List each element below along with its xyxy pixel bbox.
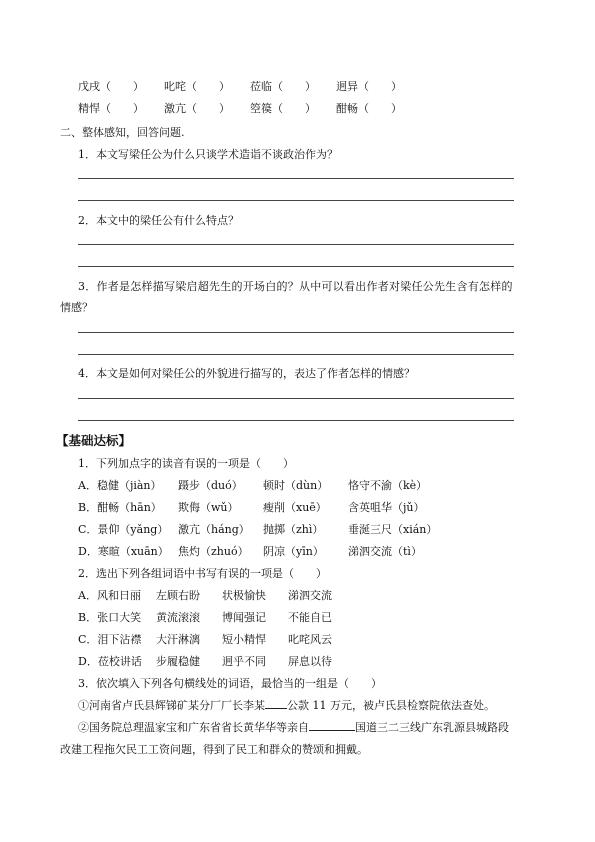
option-item: 状极愉快 [222,589,266,602]
pinyin-item: 叱咤（ ） [164,80,230,93]
option-item: 恪守不渝（kè） [348,479,428,492]
question-text: 1．本文写梁任公为什么只谈学术造诣不谈政治作为？ [78,148,338,161]
fill-blank[interactable] [309,719,355,731]
question-text: 3．作者是怎样描写梁启超先生的开场白的？从中可以看出作者对梁任公先生含有怎样的 [78,280,513,293]
option-item: 步履稳健 [156,655,200,668]
section-heading: 【基础达标】 [56,433,132,448]
sentence-2 [78,719,509,735]
option-item: 顿时（dùn） [263,479,329,492]
option-item: 垂涎三尺（xián） [348,523,438,536]
question-text: 2．本文中的梁任公有什么特点？ [78,214,239,227]
pinyin-item: 箜篌（ ） [250,102,316,115]
sentence-text: ②国务院总理温家宝和广东省省长黄华华等亲自 [78,721,309,734]
pinyin-row-1 [78,78,402,94]
option-item: 涕泗交流 [288,589,332,602]
answer-line[interactable] [78,200,514,201]
answer-line[interactable] [78,354,514,355]
option-item: B．张口大笑 [78,611,142,624]
answer-line[interactable] [78,332,514,333]
option-row [78,543,422,559]
option-item: D．寒暄（xuān） [78,545,169,558]
answer-line[interactable] [78,244,514,245]
question-text: 4．本文是如何对梁任公的外貌进行描写的，表达了作者怎样的情感？ [78,367,415,380]
option-item: B．酣畅（hān） [78,501,162,514]
option-item: 大汗淋漓 [156,633,200,646]
option-row [78,521,437,537]
option-row [78,653,332,669]
pinyin-row-2 [78,100,402,116]
option-item: 屏息以待 [288,655,332,668]
sentence-text: 公款 11 万元，被卢氏县检察院依法查处。 [287,699,495,712]
question-text: 1．下列加点字的读音有误的一项是（ ） [78,457,294,470]
sentence-text: 改建工程拖欠民工工资问题，得到了民工和群众的赞颂和拥戴。 [60,743,368,756]
option-row [78,587,332,603]
option-item: 黄流滚滚 [156,611,200,624]
option-item: 左顾右盼 [156,589,200,602]
fill-blank[interactable] [265,697,287,709]
pinyin-item: 精悍（ ） [78,102,144,115]
option-row [78,477,427,493]
question-text: 3．依次填入下列各句横线处的词语，最恰当的一组是（ ） [78,677,382,690]
option-item: 蹑步（duó） [178,479,243,492]
pinyin-item: 酣畅（ ） [336,102,402,115]
option-item: D．莅校讲话 [78,655,142,668]
option-item: 不能自已 [288,611,332,624]
sentence-1 [78,697,495,713]
option-item: 焦灼（zhuó） [178,545,249,558]
option-item: 含英咀华（jǔ） [348,501,425,514]
sentence-text: 国道三二三线广东乳源县城路段 [355,721,509,734]
option-item: C．景仰（yǎng） [78,523,169,536]
question-text: 情感？ [60,301,93,314]
option-item: 抛掷（zhì） [263,523,324,536]
option-item: 迥乎不同 [222,655,266,668]
option-item: 涕泗交流（tì） [348,545,422,558]
pinyin-item: 莅临（ ） [250,80,316,93]
option-row [78,631,332,647]
sentence-text: ①河南省卢氏县辉锑矿某分厂厂长李某 [78,699,265,712]
option-item: 叱咤风云 [288,633,332,646]
option-item: A．稳健（jiàn） [78,479,162,492]
option-item: 博闻强记 [222,611,266,624]
pinyin-item: 迥异（ ） [336,80,402,93]
option-item: 短小精悍 [222,633,266,646]
option-row [78,609,332,625]
option-item: 欺侮（wǔ） [178,501,239,514]
answer-line[interactable] [78,398,514,399]
pinyin-item: 戊戌（ ） [78,80,144,93]
answer-line[interactable] [78,178,514,179]
option-row [78,499,425,515]
section-2-title: 二、整体感知，回答问题. [60,126,185,139]
pinyin-item: 激亢（ ） [164,102,230,115]
answer-line[interactable] [78,420,514,421]
answer-line[interactable] [78,266,514,267]
question-text: 2．选出下列各组词语中书写有误的一项是（ ） [78,567,327,580]
option-item: 激亢（háng） [178,523,250,536]
option-item: A．风和日丽 [78,589,141,602]
option-item: C．泪下沾襟 [78,633,142,646]
option-item: 阴凉（yīn） [263,545,324,558]
option-item: 瘦削（xuē） [263,501,327,514]
